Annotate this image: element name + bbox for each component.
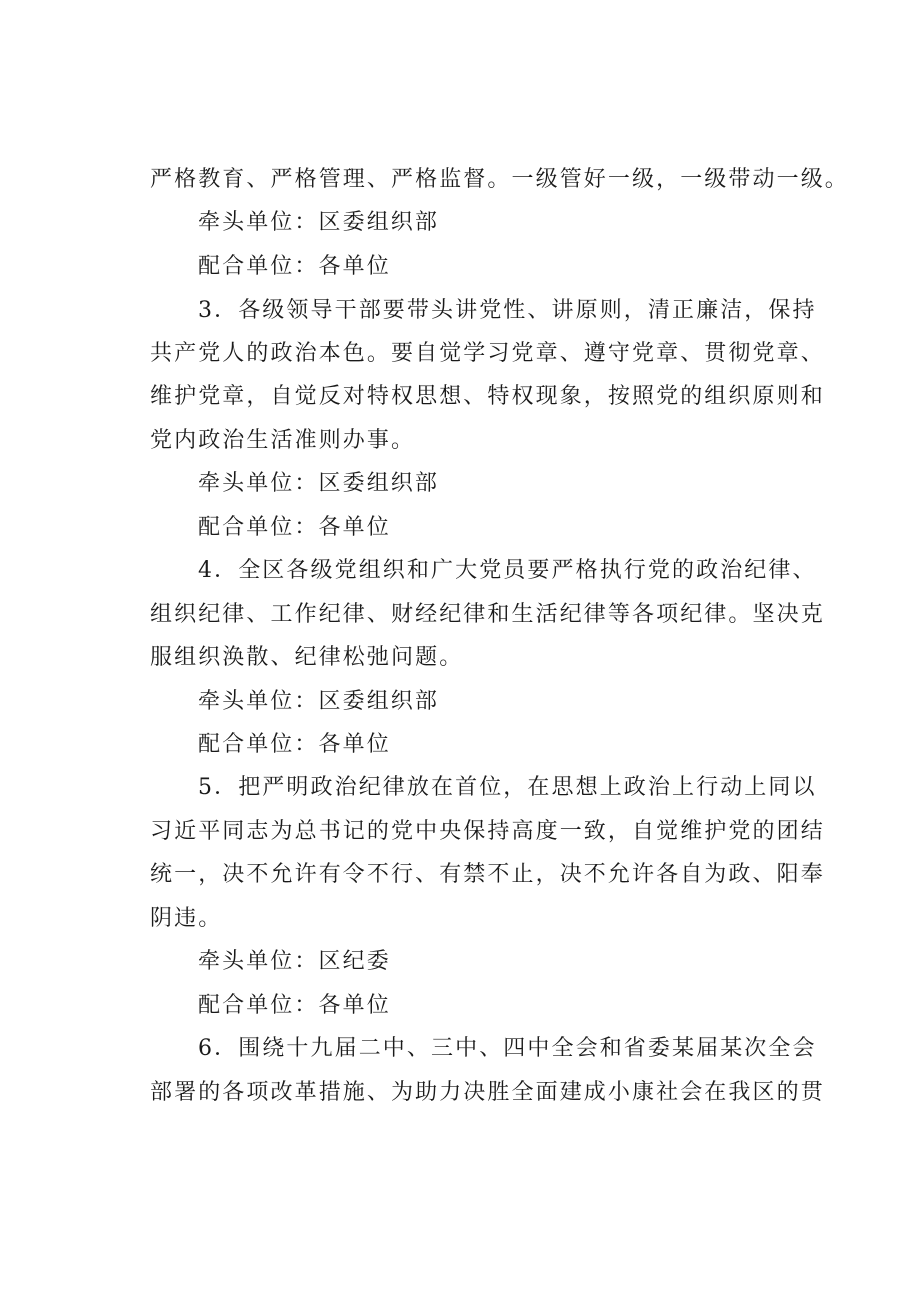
- support-unit-line: 配合单位：各单位: [198, 993, 391, 1018]
- item-4-first-line: 4．全区各级党组织和广大党员要严格执行党的政治纪律、: [198, 558, 817, 583]
- lead-unit-line: 牵头单位：区纪委: [198, 949, 391, 974]
- text-line: 共产党人的政治本色。要自觉学习党章、遵守党章、贯彻党章、: [150, 341, 825, 366]
- text-line: 统一，决不允许有令不行、有禁不止，决不允许各自为政、阳奉: [150, 862, 825, 887]
- lead-unit-line: 牵头单位：区委组织部: [198, 210, 440, 235]
- item-5-first-line: 5．把严明政治纪律放在首位，在思想上政治上行动上同以: [198, 775, 817, 800]
- item-6-first-line: 6．围绕十九届二中、三中、四中全会和省委某届某次全会: [198, 1036, 817, 1061]
- text-line: 阴违。: [150, 906, 223, 931]
- lead-unit-line: 牵头单位：区委组织部: [198, 689, 440, 714]
- support-unit-line: 配合单位：各单位: [198, 254, 391, 279]
- text-line: 习近平同志为总书记的党中央保持高度一致，自觉维护党的团结: [150, 819, 825, 844]
- text-line: 党内政治生活准则办事。: [150, 428, 416, 453]
- text-line: 维护党章，自觉反对特权思想、特权现象，按照党的组织原则和: [150, 384, 825, 409]
- lead-unit-line: 牵头单位：区委组织部: [198, 471, 440, 496]
- support-unit-line: 配合单位：各单位: [198, 732, 391, 757]
- item-3-first-line: 3．各级领导干部要带头讲党性、讲原则，清正廉洁，保持: [198, 298, 817, 323]
- text-line: 组织纪律、工作纪律、财经纪律和生活纪律等各项纪律。坚决克: [150, 602, 825, 627]
- text-line: 部署的各项改革措施、为助力决胜全面建成小康社会在我区的贯: [150, 1080, 825, 1105]
- support-unit-line: 配合单位：各单位: [198, 515, 391, 540]
- text-line: 服组织涣散、纪律松弛问题。: [150, 645, 464, 670]
- text-line: 严格教育、严格管理、严格监督。一级管好一级，一级带动一级。: [150, 167, 849, 192]
